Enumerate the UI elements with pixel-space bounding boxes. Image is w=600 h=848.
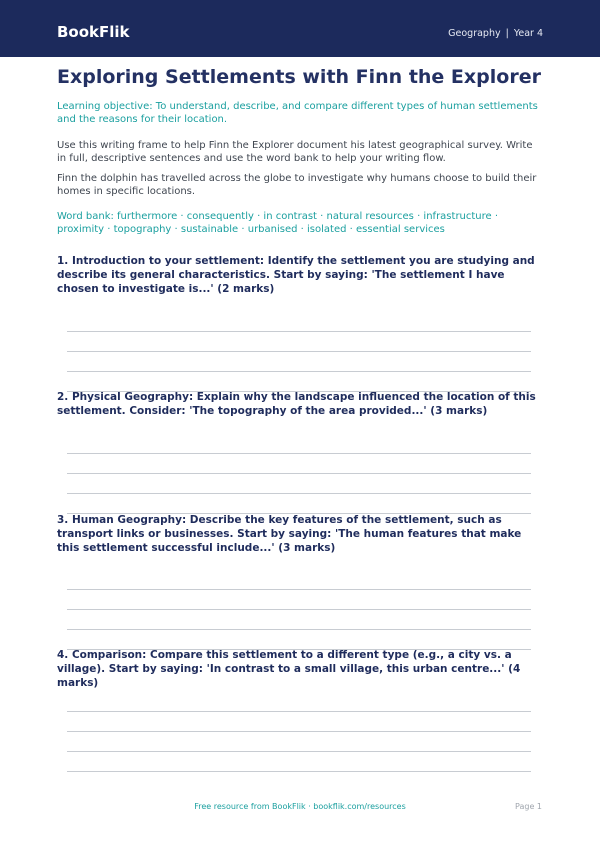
writing-line[interactable] bbox=[67, 589, 531, 590]
footer-credit: Free resource from BookFlik · bookflik.com/resources bbox=[194, 802, 406, 811]
question-3: 3. Human Geography: Describe the key features of the settlement, such as transport links or businesses. Start by saying: 'The human features that make this settlement successful include...' (3 marks) bbox=[57, 514, 522, 554]
learning-objective: Learning objective: To understand, describe, and compare different types of human settlements and the reasons for their location. bbox=[57, 101, 538, 125]
word-bank: Word bank: furthermore · consequently · in contrast · natural resources · infrastructure · proximity · topography · sustainable · urbanised · isolated · essential services bbox=[57, 211, 499, 235]
writing-line[interactable] bbox=[67, 493, 531, 494]
writing-line[interactable] bbox=[67, 331, 531, 332]
writing-line[interactable] bbox=[67, 609, 531, 610]
header-meta bbox=[448, 27, 543, 41]
page-number: Page 1 bbox=[515, 802, 542, 811]
brand-logo: BookFlik bbox=[57, 23, 130, 41]
writing-line[interactable] bbox=[67, 453, 531, 454]
meta-separator: | bbox=[505, 28, 509, 39]
intro-paragraph: Use this writing frame to help Finn the Explorer document his latest geographical survey. Write in full, descriptive sentences and use the word bank to help your writing flow. bbox=[57, 140, 533, 164]
writing-line[interactable] bbox=[67, 473, 531, 474]
question-2: 2. Physical Geography: Explain why the landscape influenced the location of this settlement. Consider: 'The topography of the area provided...' (3 marks) bbox=[57, 391, 536, 417]
writing-line[interactable] bbox=[67, 629, 531, 630]
year-label: Year 4 bbox=[513, 28, 543, 39]
writing-line[interactable] bbox=[67, 731, 531, 732]
writing-line[interactable] bbox=[67, 351, 531, 352]
writing-line[interactable] bbox=[67, 751, 531, 752]
writing-line[interactable] bbox=[67, 771, 531, 772]
writing-line[interactable] bbox=[67, 711, 531, 712]
page-title: Exploring Settlements with Finn the Explorer bbox=[57, 66, 541, 88]
writing-line[interactable] bbox=[67, 371, 531, 372]
context-paragraph: Finn the dolphin has travelled across the globe to investigate why humans choose to build their homes in specific locations. bbox=[57, 173, 537, 197]
header-bar bbox=[0, 0, 600, 57]
subject-label: Geography bbox=[448, 28, 501, 39]
question-1: 1. Introduction to your settlement: Identify the settlement you are studying and describe its general characteristics. Start by saying: 'The settlement I have chosen to investigate is...' (2 marks) bbox=[57, 255, 535, 295]
question-4: 4. Comparison: Compare this settlement to a different type (e.g., a city vs. a village). Start by saying: 'In contrast to a small village, this urban centre...' (4 marks) bbox=[57, 649, 521, 689]
